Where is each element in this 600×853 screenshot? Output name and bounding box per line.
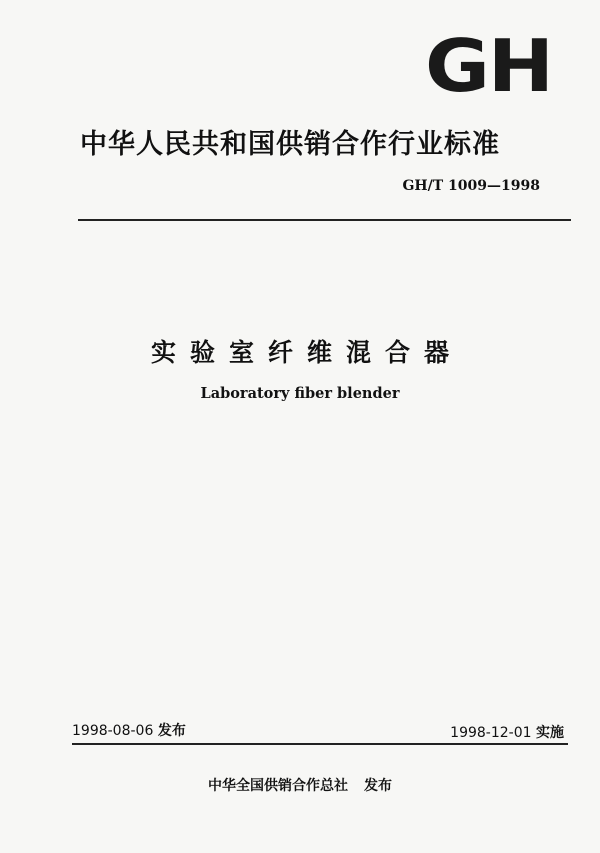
footer-divider xyxy=(72,743,568,745)
publisher-name: 中华全国供销合作总社 xyxy=(208,778,348,794)
issue-date-line xyxy=(72,720,186,740)
document-title-cn: 实验室纤维混合器 xyxy=(150,338,463,367)
effective-date-line xyxy=(450,722,564,742)
org-title: 中华人民共和国供销合作行业标准 xyxy=(80,129,500,160)
effective-date: 1998-12-01 xyxy=(450,725,532,741)
document-title-en: Laboratory fiber blender xyxy=(200,385,400,402)
standard-code: GH/T 1009—1998 xyxy=(402,178,540,194)
issue-label: 发布 xyxy=(157,723,186,739)
publisher-line xyxy=(0,775,600,795)
issue-date: 1998-08-06 xyxy=(72,723,154,739)
publisher-action: 发布 xyxy=(364,778,392,794)
header-divider xyxy=(78,219,571,221)
effective-label: 实施 xyxy=(536,725,564,741)
gh-logo: GH xyxy=(425,24,552,108)
